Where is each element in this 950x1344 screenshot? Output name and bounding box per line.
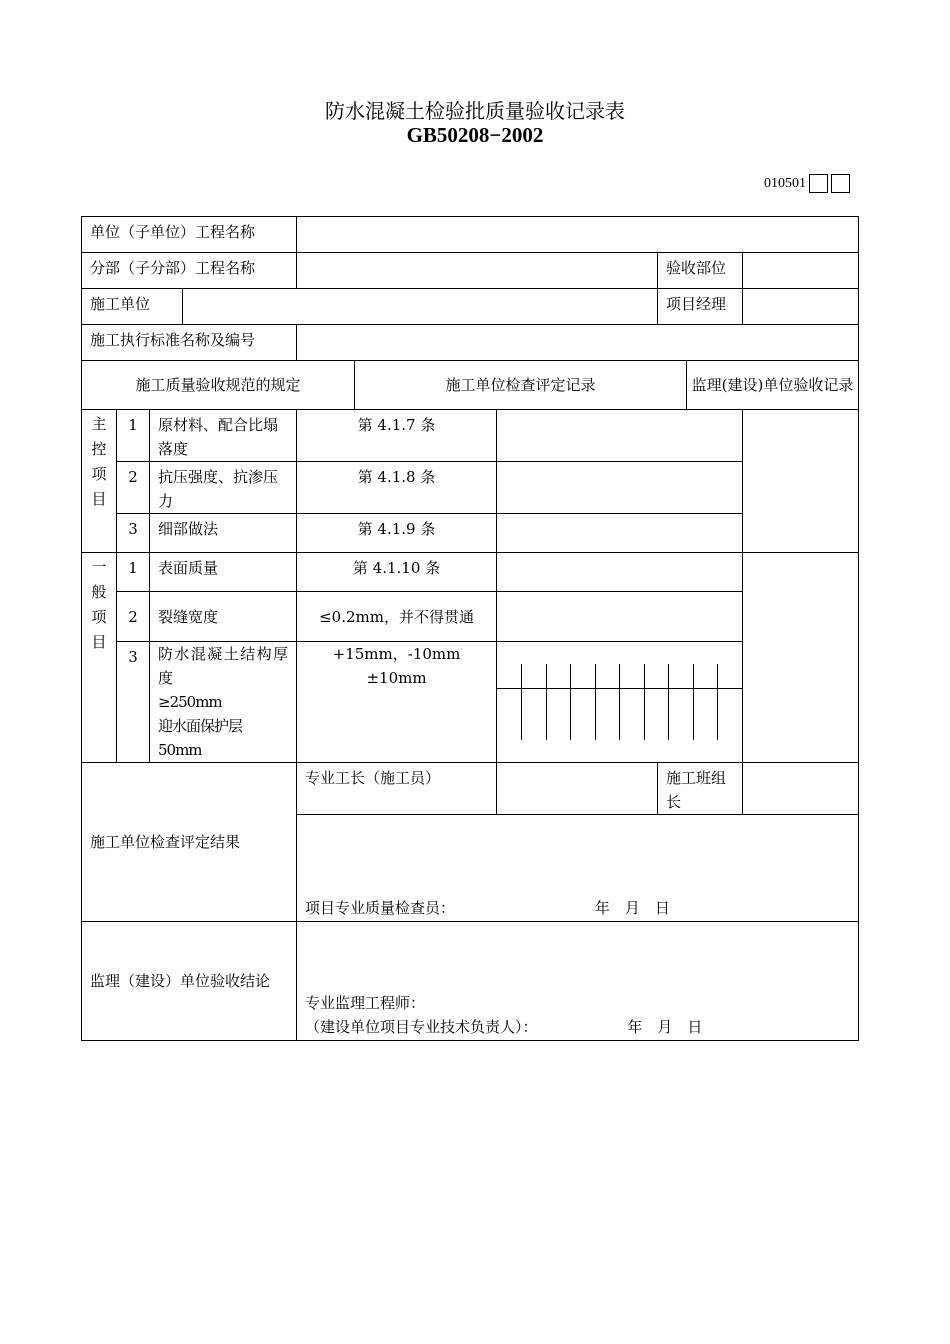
owner-line [305,1015,850,1039]
measurement-cell[interactable] [571,688,596,740]
form-number-box-2[interactable] [831,174,850,193]
foreman-value[interactable] [497,763,658,815]
check-record-cell[interactable] [497,410,743,462]
item-number: 3 [117,642,150,763]
item-name-line: 防水混凝土结构厚度 [158,645,289,687]
project-manager-value[interactable] [743,289,859,325]
measurement-cell[interactable] [718,688,743,740]
item-name [150,642,297,763]
unit-project-value[interactable] [297,217,859,253]
measurement-cell[interactable] [620,688,645,740]
check-record-cell[interactable] [497,553,743,592]
measurement-cell[interactable] [595,688,620,740]
result-body[interactable] [297,815,859,922]
measurement-cell[interactable] [497,664,522,688]
measurement-cell[interactable] [497,688,522,740]
item-rule: 第 4.1.9 条 [297,514,497,553]
team-leader-label: 施工班组长 [658,763,743,815]
page-title: 防水混凝土检验批质量验收记录表 [325,99,625,123]
item-rule: 第 4.1.7 条 [297,410,497,462]
owner-label: （建设单位项目专业技术负责人）： [305,1018,538,1036]
item-name: 表面质量 [150,553,297,592]
item-rule: 第 4.1.8 条 [297,462,497,514]
inspection-record-table [81,216,859,1041]
item-rule-line: +15mm，-10mm [332,645,461,663]
item-rule: ≤0.2mm，并不得贯通 [297,592,497,642]
construction-unit-value[interactable] [183,289,658,325]
conclusion-label: 监理（建设）单位验收结论 [82,922,297,1041]
measurement-cell[interactable] [669,664,694,688]
general-char: 目 [91,633,107,651]
standard-code: GB50208−2002 [406,123,544,147]
result-date: 年 月 日 [594,899,670,917]
main-control-label [82,410,117,553]
item-rule: 第 4.1.10 条 [297,553,497,592]
general-char: 般 [91,583,107,601]
measurement-grid [497,642,743,763]
form-number-box-1[interactable] [809,174,828,193]
unit-project-label: 单位（子单位）工程名称 [82,217,297,253]
measurement-cell[interactable] [546,664,571,688]
supervision-column-header: 监理(建设)单位验收记录 [687,361,859,410]
item-number: 3 [117,514,150,553]
measurement-cell[interactable] [522,688,547,740]
check-record-cell[interactable] [497,592,743,642]
item-name: 原材料、配合比塌落度 [150,410,297,462]
measurement-cell[interactable] [693,688,718,740]
measurement-cell[interactable] [595,664,620,688]
main-control-char: 目 [91,490,107,508]
item-number: 2 [117,592,150,642]
measurement-cell[interactable] [693,664,718,688]
inspection-part-label: 验收部位 [658,253,743,289]
check-record-cell[interactable] [497,462,743,514]
conclusion-body[interactable] [297,922,859,1041]
item-number: 1 [117,410,150,462]
general-char: 项 [91,608,107,626]
sub-project-value[interactable] [297,253,658,289]
measurement-cell[interactable] [522,664,547,688]
item-name: 细部做法 [150,514,297,553]
item-number: 1 [117,553,150,592]
check-record-cell[interactable] [497,514,743,553]
general-char: 一 [91,558,107,576]
standard-label: 施工执行标准名称及编号 [82,325,297,361]
general-items-label [82,553,117,763]
measurement-cell[interactable] [644,664,669,688]
item-name: 抗压强度、抗渗压力 [150,462,297,514]
check-record-column-header: 施工单位检查评定记录 [355,361,687,410]
item-rule-line: ±10mm [366,669,427,687]
measurement-cell[interactable] [571,664,596,688]
item-number: 2 [117,462,150,514]
measurement-cell[interactable] [718,664,743,688]
item-rule [297,642,497,763]
main-control-char: 主 [91,415,107,433]
spec-column-header: 施工质量验收规范的规定 [82,361,355,410]
conclusion-date: 年 月 日 [627,1018,703,1036]
measurement-cell[interactable] [620,664,645,688]
measurement-cell[interactable] [669,688,694,740]
construction-unit-label: 施工单位 [82,289,183,325]
main-control-char: 控 [91,440,107,458]
measurement-cell[interactable] [644,688,669,740]
item-name: 裂缝宽度 [150,592,297,642]
inspection-part-value[interactable] [743,253,859,289]
team-leader-value[interactable] [743,763,859,815]
form-code: 010501 [764,175,806,191]
supervision-record-cell[interactable] [743,410,859,553]
form-number [764,174,850,193]
engineer-label: 专业监理工程师： [305,994,426,1012]
project-manager-label: 项目经理 [658,289,743,325]
sub-project-label: 分部（子分部）工程名称 [82,253,297,289]
measurement-cell[interactable] [546,688,571,740]
standard-value[interactable] [297,325,859,361]
item-name-line: 迎水面保护层 50mm [158,717,243,759]
foreman-label: 专业工长（施工员） [297,763,497,815]
inspector-label: 项目专业质量检查员： [305,899,456,917]
item-name-line: ≥250mm [158,693,222,711]
supervision-record-cell[interactable] [743,553,859,763]
result-label: 施工单位检查评定结果 [82,763,297,922]
main-control-char: 项 [91,465,107,483]
